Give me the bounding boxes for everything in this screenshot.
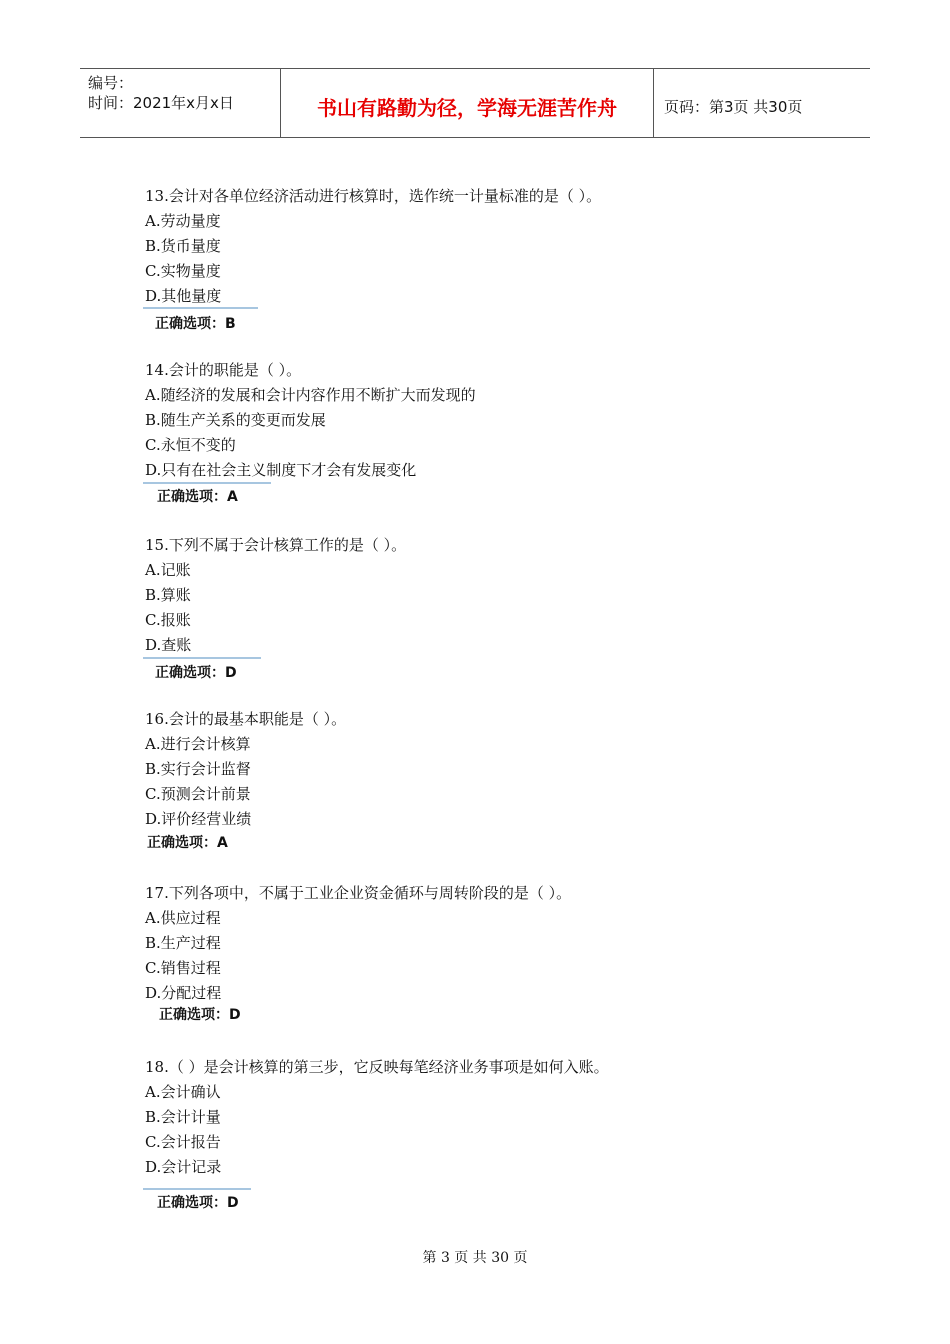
header-meta: [80, 69, 281, 137]
question-15: [145, 533, 406, 658]
question-option: A.供应过程: [145, 909, 221, 927]
question-option: A.进行会计核算: [145, 735, 251, 753]
question-option: C.永恒不变的: [145, 436, 236, 454]
question-stem: 14.会计的职能是（ ）。: [145, 361, 302, 379]
question-option: D.会计记录: [145, 1158, 222, 1176]
correct-answer: 正确选项：B: [155, 316, 236, 332]
question-option: A.会计确认: [145, 1083, 221, 1101]
question-option: B.随生产关系的变更而发展: [145, 411, 326, 429]
question-option: D.评价经营业绩: [145, 810, 252, 828]
question-option: A.随经济的发展和会计内容作用不断扩大而发现的: [145, 386, 476, 404]
question-option: A.记账: [145, 561, 191, 579]
correct-answer: 正确选项：A: [157, 489, 238, 505]
question-stem: 13.会计对各单位经济活动进行核算时，选作统一计量标准的是（ ）。: [145, 187, 602, 205]
question-option: A.劳动量度: [145, 212, 221, 230]
question-option: B.算账: [145, 586, 191, 604]
question-option: B.会计计量: [145, 1108, 221, 1126]
question-stem: 15.下列不属于会计核算工作的是（ ）。: [145, 536, 407, 554]
question-14: [145, 358, 476, 483]
header-date: 时间：2021年x月x日: [88, 94, 234, 112]
question-option: D.只有在社会主义制度下才会有发展变化: [145, 461, 417, 479]
page-header: [80, 68, 870, 138]
answer-underline: [143, 482, 271, 484]
answer-underline: [143, 1188, 251, 1190]
header-number-label: 编号：: [88, 74, 134, 92]
question-option: C.报账: [145, 611, 191, 629]
question-option: D.分配过程: [145, 984, 222, 1002]
page-footer: 第 3 页 共 30 页: [422, 1250, 528, 1266]
header-page-info: 页码：第3页 共30页: [664, 97, 803, 116]
question-stem: 16.会计的最基本职能是（ ）。: [145, 710, 347, 728]
question-18: [145, 1055, 609, 1180]
question-option: C.销售过程: [145, 959, 221, 977]
correct-answer: 正确选项：A: [147, 835, 228, 851]
question-option: C.预测会计前景: [145, 785, 251, 803]
answer-underline: [143, 657, 261, 659]
correct-answer: 正确选项：D: [159, 1007, 241, 1023]
question-option: B.实行会计监督: [145, 760, 251, 778]
question-option: B.生产过程: [145, 934, 221, 952]
correct-answer: 正确选项：D: [155, 665, 237, 681]
question-stem: 17.下列各项中，不属于工业企业资金循环与周转阶段的是（ ）。: [145, 884, 572, 902]
question-13: [145, 184, 601, 309]
answer-underline: [143, 307, 258, 309]
question-16: [145, 707, 346, 832]
question-option: C.实物量度: [145, 262, 221, 280]
header-motto: 书山有路勤为径，学海无涯苦作舟: [281, 69, 654, 137]
question-option: D.查账: [145, 636, 192, 654]
question-stem: 18.（ ）是会计核算的第三步，它反映每笔经济业务事项是如何入账。: [145, 1058, 609, 1076]
question-option: D.其他量度: [145, 287, 222, 305]
question-option: B.货币量度: [145, 237, 221, 255]
question-option: C.会计报告: [145, 1133, 221, 1151]
question-17: [145, 881, 571, 1006]
correct-answer: 正确选项：D: [157, 1195, 239, 1211]
